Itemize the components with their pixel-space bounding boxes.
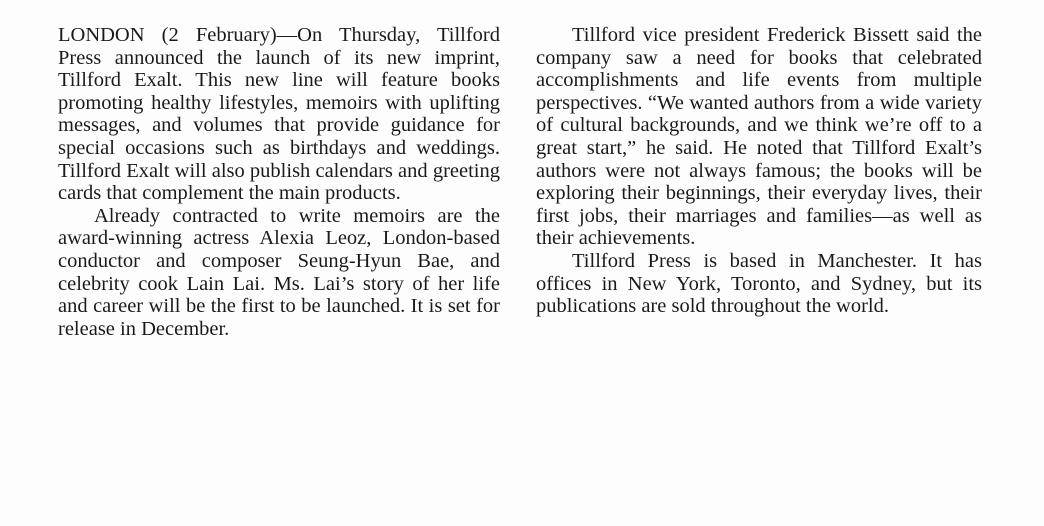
article-paragraph: LONDON (2 February)—On Thursday, Tillford Press announced the launch of its new imprint, Tillford Exalt. This new line will feature books promoting healthy lifestyles, memoirs with uplifting messages, and volumes that provide guidance for special occasions such as birthdays and weddings. Tillford Exalt will also publish calendars and greeting cards that complement the main products.: [58, 24, 500, 205]
article-paragraph: Tillford vice president Frederick Bissett said the company saw a need for books that celebrated accomplishments and life events from multiple perspectives. “We wanted authors from a wide variety of cultural backgrounds, and we think we’re off to a great start,” he said. He noted that Tillford Exalt’s authors were not always famous; the books will be exploring their beginnings, their everyday lives, their first jobs, their marriages and families—as well as their achievements.: [536, 24, 982, 250]
article-column-left: [58, 24, 500, 340]
article-column-right: [536, 24, 982, 318]
article-paragraph: Already contracted to write memoirs are the award-winning actress Alexia Leoz, London-based conductor and composer Seung-Hyun Bae, and celebrity cook Lain Lai. Ms. Lai’s story of her life and career will be the first to be launched. It is set for release in December.: [58, 204, 500, 340]
article-paragraph: Tillford Press is based in Manchester. It has offices in New York, Toronto, and Sydney, but its publications are sold throughout the world.: [536, 249, 982, 318]
